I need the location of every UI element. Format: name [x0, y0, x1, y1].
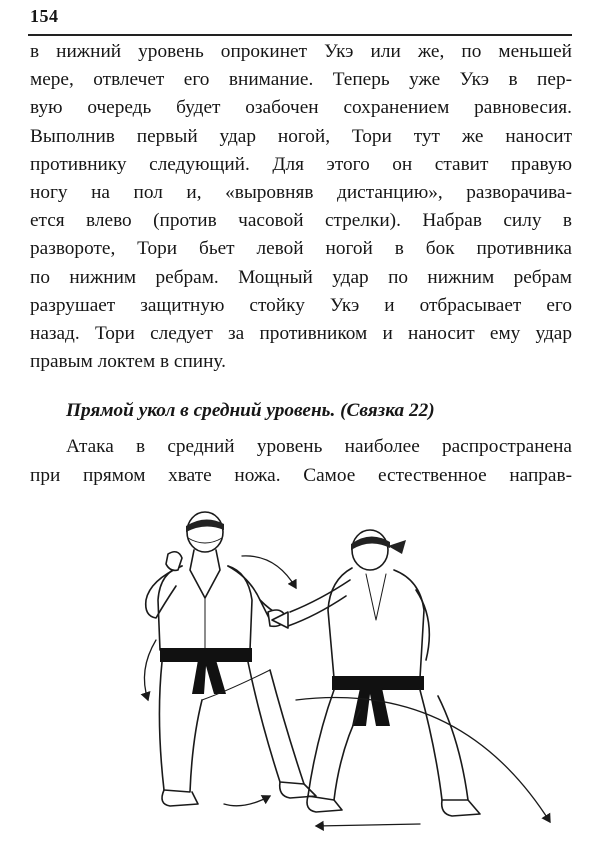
header-rule — [28, 34, 572, 36]
text-line: ногу на пол и, «выровняв дистанцию», разворачива- — [30, 182, 572, 204]
martial-arts-illustration — [120, 500, 570, 850]
tori-figure — [146, 512, 316, 806]
text-line: мере, отвлечет его внимание. Теперь уже Укэ в пер- — [30, 69, 572, 91]
page-number: 154 — [30, 6, 59, 26]
section-heading: Прямой укол в средний уровень. (Связка 22) — [66, 400, 435, 421]
text-line: по нижним ребрам. Мощный удар по нижним ребрам — [30, 266, 572, 288]
text-line: вую очередь будет озабочен сохранением равновесия. — [30, 97, 572, 119]
text-line: Атака в средний уровень наиболее распространена — [66, 436, 572, 457]
paragraph-1 — [30, 38, 572, 376]
text-line: правым локтем в спину. — [30, 351, 226, 373]
text-line: при прямом хвате ножа. Самое естественное направ- — [30, 465, 572, 486]
text-line: назад. Тори следует за противником и наносит ему удар — [30, 323, 572, 345]
paragraph-2 — [30, 432, 572, 490]
text-line: развороте, Тори бьет левой ногой в бок противника — [30, 238, 572, 260]
text-line: Выполнив первый удар ногой, Тори тут же наносит — [30, 125, 572, 147]
uke-figure — [272, 530, 480, 816]
text-line: ется влево (против часовой стрелки). Набрав силу в — [30, 210, 572, 232]
text-line: в нижний уровень опрокинет Укэ или же, по меньшей — [30, 41, 572, 62]
text-line: разрушает защитную стойку Укэ и отбрасывает его — [30, 294, 572, 316]
text-line: противнику следующий. Для этого он ставит правую — [30, 153, 572, 175]
